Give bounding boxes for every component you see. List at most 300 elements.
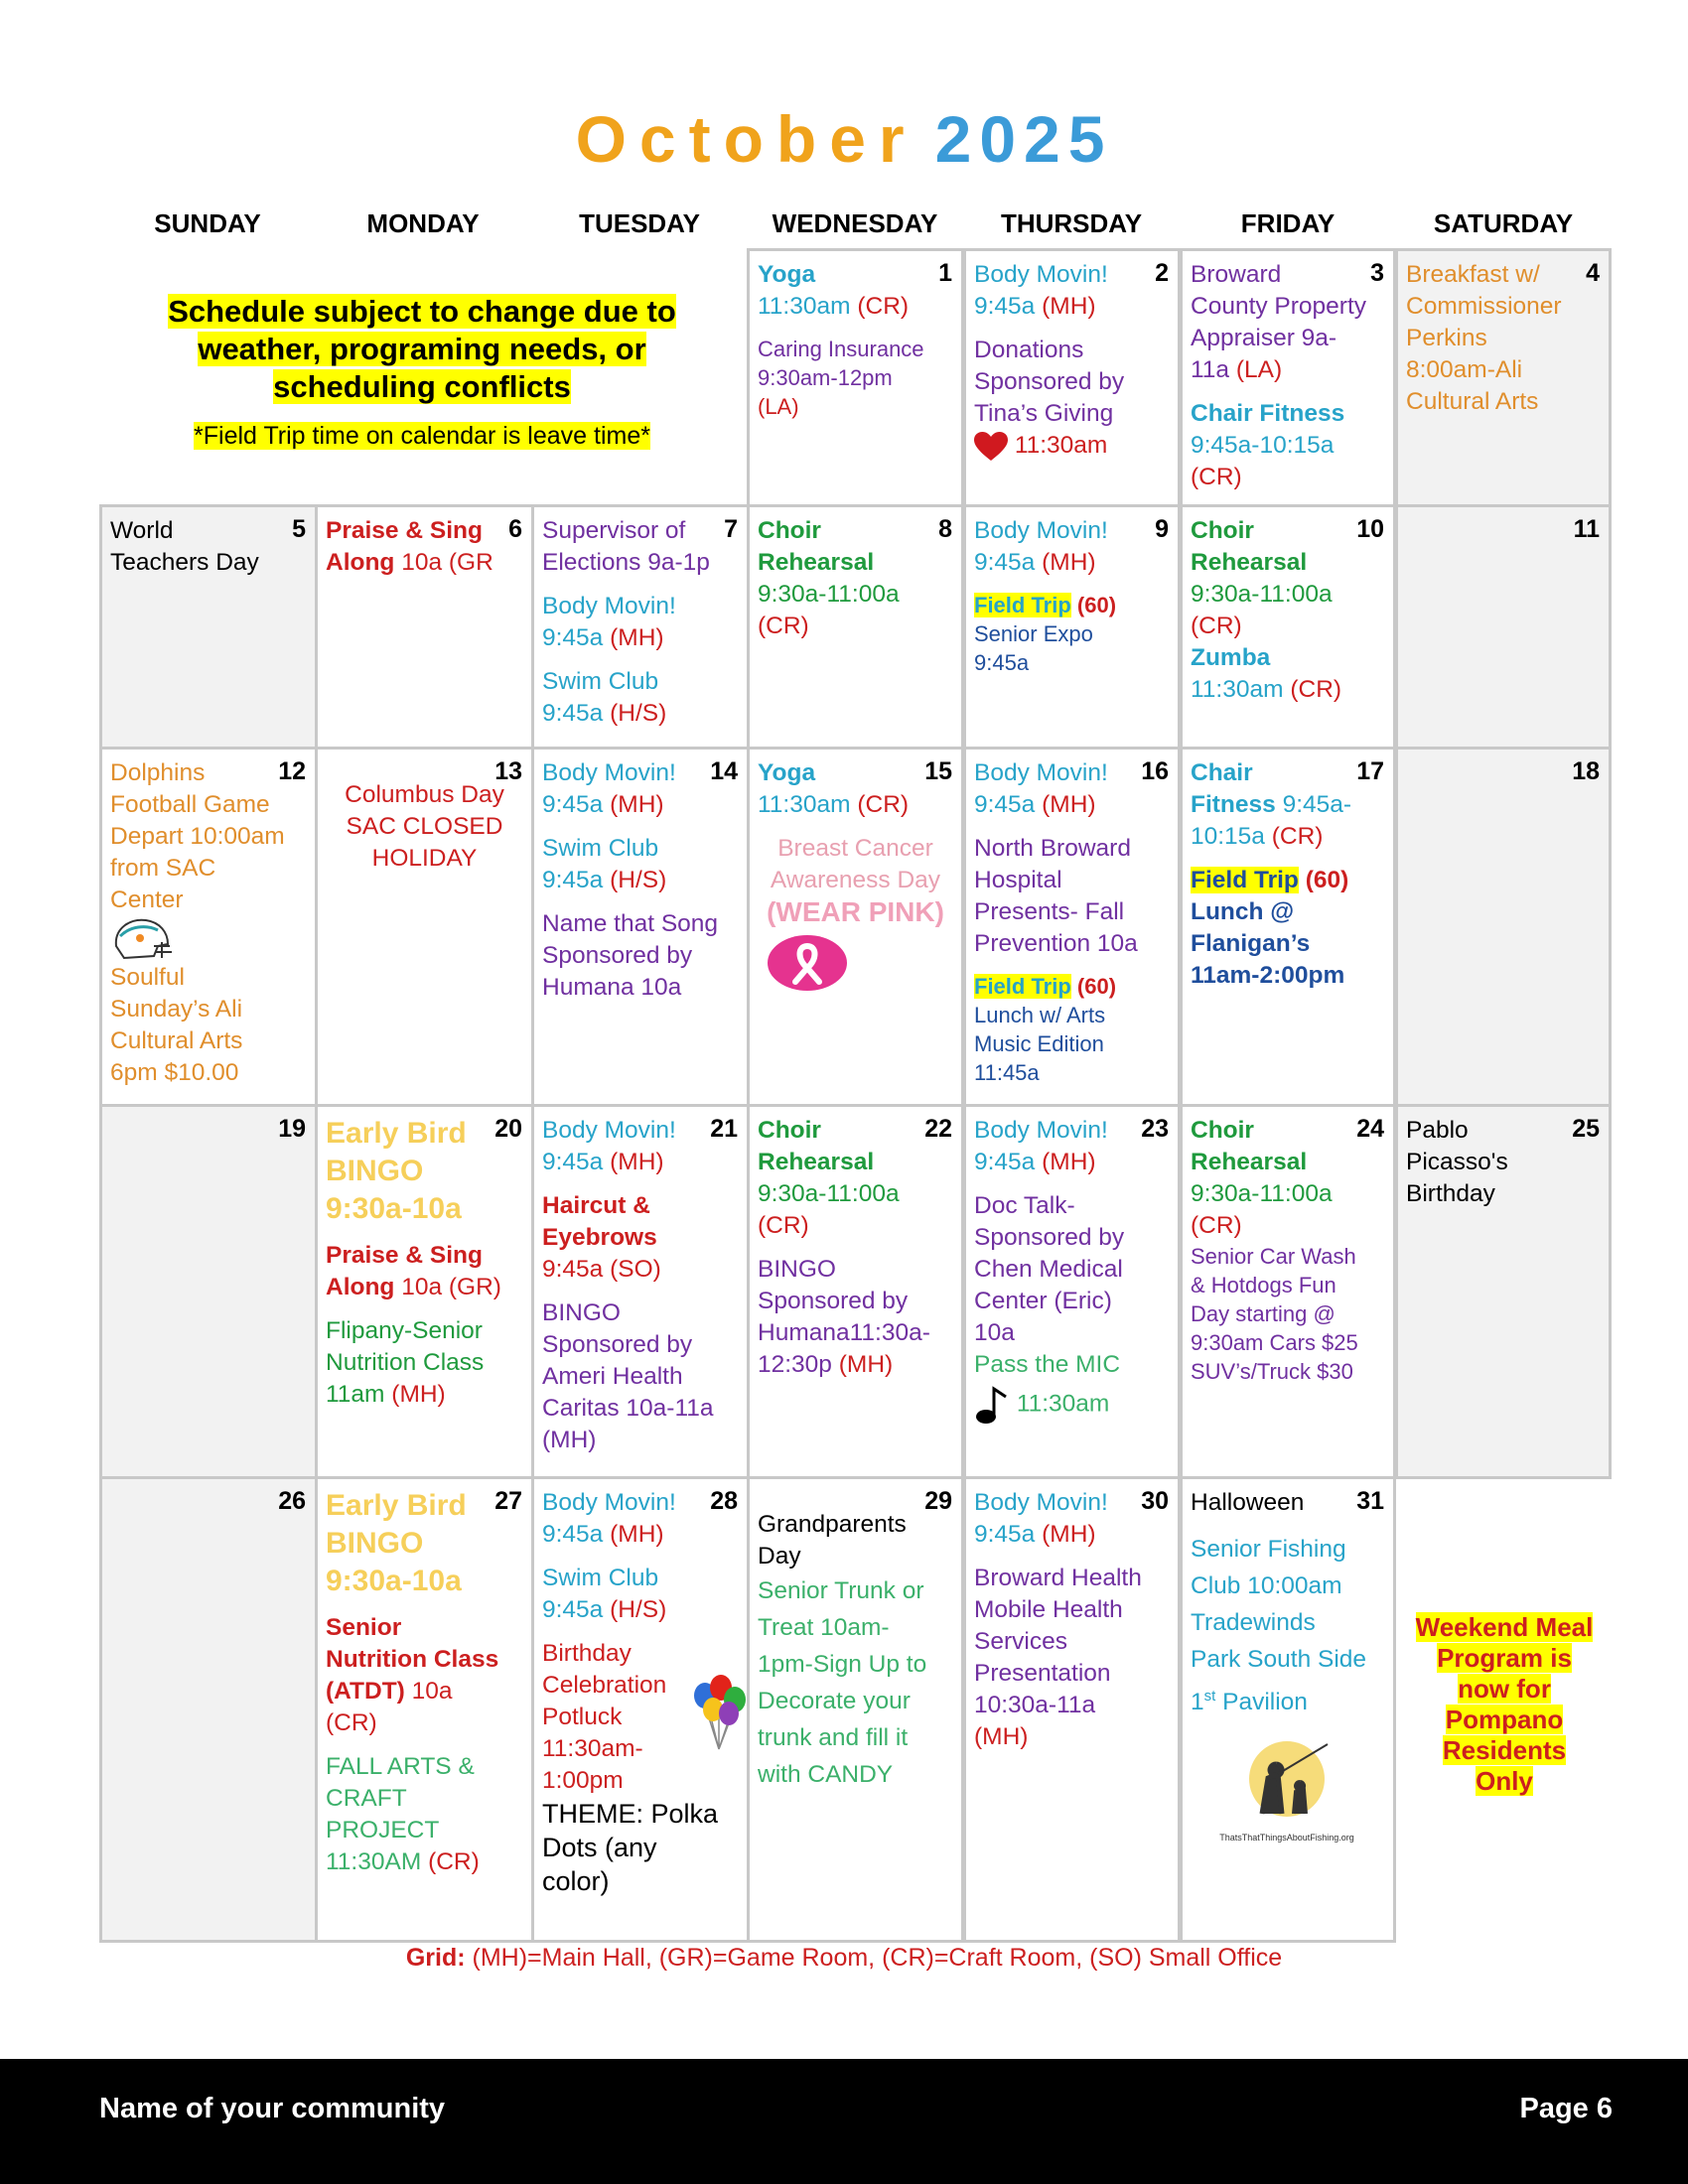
event-title: Breakfast w/ xyxy=(1406,261,1540,288)
room-legend xyxy=(0,1944,1688,1973)
event-room: (CR) xyxy=(428,1848,480,1875)
page-number: Page 6 xyxy=(1519,2093,1613,2124)
event-time: 11:30am xyxy=(1014,432,1108,459)
event-title: Senior Car Wash xyxy=(1191,1244,1356,1269)
field-trip-note: *Field Trip time on calendar is leave time* xyxy=(194,422,650,450)
event-detail: Sponsored by xyxy=(758,1288,909,1314)
event-title: Chair Fitness xyxy=(1191,400,1345,427)
event-title: Perkins xyxy=(1406,325,1487,351)
event-room: (CR) xyxy=(758,613,809,639)
event-room: (MH) xyxy=(610,1521,664,1548)
notice-line-2: weather, programing needs, or xyxy=(198,332,646,366)
day-cell-14[interactable] xyxy=(531,747,750,1107)
football-helmet-icon xyxy=(110,916,176,962)
event-title: Senior Expo xyxy=(974,621,1093,646)
event-title: Along xyxy=(326,1274,395,1300)
event-title: Grandparents xyxy=(758,1511,907,1538)
event-title: Columbus Day xyxy=(345,781,504,808)
event-title: Body Movin! xyxy=(974,261,1108,288)
event-room: (MH) xyxy=(1042,293,1096,320)
event-title: Pass the MIC xyxy=(974,1351,1121,1378)
day-cell-11[interactable] xyxy=(1395,504,1612,750)
event-title: Body Movin! xyxy=(974,1117,1108,1144)
day-cell-18[interactable] xyxy=(1395,747,1612,1107)
day-cell-8[interactable] xyxy=(747,504,964,750)
day-header-sunday: SUNDAY xyxy=(154,208,261,238)
event-title: Swim Club xyxy=(542,668,659,695)
day-cell-27[interactable] xyxy=(315,1476,534,1943)
event-title: Haircut & xyxy=(542,1192,650,1219)
day-cell-19[interactable] xyxy=(99,1104,318,1479)
event-time: 9:45a xyxy=(542,791,604,818)
day-number: 4 xyxy=(1586,259,1600,287)
event-room: (MH) xyxy=(391,1381,446,1408)
event-time: 10a (GR xyxy=(401,549,493,576)
event-title: Senior xyxy=(326,1614,402,1641)
day-number: 18 xyxy=(1572,757,1600,785)
event-title: County Property xyxy=(1191,293,1367,320)
ordinal-suffix: st xyxy=(1203,1688,1216,1705)
legend-text: (MH)=Main Hall, (GR)=Game Room, (CR)=Craft Room, (SO) Small Office xyxy=(472,1944,1283,1972)
event-capacity: (60) xyxy=(1305,867,1349,893)
event-title: Birthday xyxy=(1406,1180,1495,1207)
event-time: 9:45a- xyxy=(1282,791,1352,818)
event-title: Body Movin! xyxy=(974,517,1108,544)
event-time: 9:45a (SO) xyxy=(542,1256,661,1283)
event-title: Chair xyxy=(1191,759,1253,786)
event-title: Celebration xyxy=(542,1672,667,1699)
event-time: 6pm $10.00 xyxy=(110,1059,239,1086)
event-time: 11am-2:00pm xyxy=(1191,962,1345,989)
event-time: Club 10:00am xyxy=(1191,1572,1342,1599)
day-cell-16[interactable] xyxy=(963,747,1181,1107)
event-title: BINGO xyxy=(326,1527,424,1560)
day-cell-12[interactable] xyxy=(99,747,318,1107)
day-cell-5[interactable] xyxy=(99,504,318,750)
event-detail: trunk and fill it xyxy=(758,1724,909,1751)
event-room: (MH) xyxy=(610,791,664,818)
day-cell-2[interactable] xyxy=(963,248,1181,507)
event-time: 9:30a-11:00a xyxy=(1191,1180,1333,1207)
event-title: (ATDT) xyxy=(326,1678,405,1705)
event-title: Halloween xyxy=(1191,1489,1305,1516)
event-title: Services xyxy=(974,1628,1067,1655)
event-title: Choir xyxy=(758,1117,821,1144)
event-room: (MH) xyxy=(1042,549,1096,576)
event-title: FALL ARTS & xyxy=(326,1753,475,1780)
fishing-logo-text: ThatsThatThingsAboutFishing.org xyxy=(1219,1833,1354,1843)
weekend-line: Program is xyxy=(1437,1643,1572,1673)
event-title: Senior Fishing xyxy=(1191,1536,1346,1563)
event-title: Body Movin! xyxy=(974,1489,1108,1516)
day-cell-15[interactable] xyxy=(747,747,964,1107)
event-time: 10:15a xyxy=(1191,823,1265,850)
event-time: 9:30a-11:00a xyxy=(758,581,900,608)
event-location: Cultural Arts xyxy=(110,1027,243,1054)
event-time: 9:45a-10:15a xyxy=(1191,432,1335,459)
event-time: 8:00am-Ali xyxy=(1406,356,1523,383)
weekend-line: Weekend Meal xyxy=(1415,1612,1594,1642)
pink-ribbon-icon xyxy=(766,934,849,992)
event-title: Eyebrows xyxy=(542,1224,657,1251)
day-header-thursday: THURSDAY xyxy=(1000,208,1143,238)
day-cell-25[interactable] xyxy=(1395,1104,1612,1479)
event-title: Lunch w/ Arts xyxy=(974,1003,1106,1027)
day-number: 5 xyxy=(292,515,306,543)
event-detail: Center (Eric) xyxy=(974,1288,1112,1314)
day-number: 1 xyxy=(938,259,952,287)
event-time: 12:30p xyxy=(758,1351,832,1378)
event-location: Center xyxy=(110,887,184,913)
day-header-wednesday: WEDNESDAY xyxy=(772,208,938,238)
event-title: Presentation xyxy=(974,1660,1111,1687)
day-number: 8 xyxy=(938,515,952,543)
event-detail: with CANDY xyxy=(758,1761,894,1788)
day-number: 11 xyxy=(1573,515,1600,543)
event-title: CRAFT xyxy=(326,1785,407,1812)
day-number: 28 xyxy=(710,1487,738,1515)
day-header-saturday: SATURDAY xyxy=(1433,208,1574,238)
event-title: Along xyxy=(326,549,395,576)
event-time: 9:45a xyxy=(974,650,1030,675)
event-time: Treat 10am- xyxy=(758,1614,890,1641)
event-detail: Tina’s Giving xyxy=(974,400,1114,427)
day-cell-26[interactable] xyxy=(99,1476,318,1943)
event-time: Humana11:30a- xyxy=(758,1319,930,1346)
event-room: (MH) xyxy=(838,1351,894,1378)
day-cell-29[interactable] xyxy=(747,1476,964,1943)
event-title: Choir xyxy=(1191,517,1254,544)
event-time: 9:45a xyxy=(974,1521,1036,1548)
event-title: Lunch @ xyxy=(1191,898,1295,925)
weekend-meal-notice xyxy=(1400,1612,1609,1797)
event-time: 10:30a-11a xyxy=(974,1692,1096,1718)
event-detail: (WEAR PINK) xyxy=(767,896,944,927)
event-title: Yoga xyxy=(758,261,816,288)
event-title: Supervisor of xyxy=(542,517,686,544)
event-title: Flipany-Senior xyxy=(326,1317,483,1344)
event-time: 11a xyxy=(1191,356,1230,383)
day-cell-22[interactable] xyxy=(747,1104,964,1479)
event-room: (CR) xyxy=(857,791,910,818)
event-title: Music Edition xyxy=(974,1031,1104,1056)
event-detail: SUV’s/Truck $30 xyxy=(1191,1359,1353,1384)
day-cell-21[interactable] xyxy=(531,1104,750,1479)
event-title: Presents- Fall xyxy=(974,898,1125,925)
event-time: 9:45a xyxy=(974,791,1036,818)
event-title: PROJECT xyxy=(326,1817,440,1843)
day-number: 25 xyxy=(1572,1115,1600,1143)
event-room: (MH) xyxy=(610,1149,664,1175)
event-room: (MH) xyxy=(1042,1149,1096,1175)
event-room: (CR) xyxy=(758,1212,809,1239)
event-location: Pavilion xyxy=(1222,1689,1308,1716)
event-title: Choir xyxy=(758,517,821,544)
event-title: Donations xyxy=(974,337,1084,363)
event-title: BINGO xyxy=(758,1256,836,1283)
event-room: (MH) xyxy=(1042,1521,1096,1548)
day-number: 20 xyxy=(494,1115,522,1143)
event-title: Potluck xyxy=(542,1704,623,1730)
day-number: 9 xyxy=(1155,515,1169,543)
day-cell-24[interactable] xyxy=(1180,1104,1396,1479)
field-trip-badge: Field Trip xyxy=(974,593,1071,617)
event-title: Body Movin! xyxy=(542,1489,676,1516)
event-location: Flanigan’s xyxy=(1191,930,1311,957)
day-number: 12 xyxy=(278,757,306,785)
event-title: Body Movin! xyxy=(542,759,676,786)
event-title: Fitness xyxy=(1191,791,1276,818)
event-time: 11:30AM xyxy=(326,1848,422,1875)
event-time: 9:30a-10a xyxy=(326,1565,462,1597)
weekend-line: Residents xyxy=(1442,1735,1567,1765)
event-room: (CR) xyxy=(1271,823,1324,850)
event-title: World xyxy=(110,517,174,544)
event-time: 11:45a xyxy=(974,1060,1040,1085)
day-cell-4[interactable] xyxy=(1395,248,1612,507)
day-cell-31[interactable] xyxy=(1180,1476,1396,1943)
day-number: 13 xyxy=(494,757,522,785)
event-detail: Humana 10a xyxy=(542,974,682,1001)
event-time: Elections 9a-1p xyxy=(542,549,710,576)
day-cell-9[interactable] xyxy=(963,504,1181,750)
event-time: 11:30am xyxy=(758,791,851,818)
event-title: SAC CLOSED xyxy=(346,813,503,840)
event-time: 11:30am xyxy=(758,293,851,320)
page-title xyxy=(0,99,1688,179)
music-note-icon xyxy=(974,1385,1010,1425)
event-title: Body Movin! xyxy=(974,759,1108,786)
event-time: 9:30a-11:00a xyxy=(1191,581,1333,608)
event-title: Rehearsal xyxy=(758,549,875,576)
fishing-logo xyxy=(1202,1734,1371,1843)
event-title: Breast Cancer xyxy=(777,835,933,862)
event-detail: color) xyxy=(542,1866,610,1896)
event-location: from SAC xyxy=(110,855,216,882)
day-cell-20[interactable] xyxy=(315,1104,534,1479)
event-title: Choir xyxy=(1191,1117,1254,1144)
event-title: Rehearsal xyxy=(1191,549,1308,576)
month-title: October xyxy=(575,102,917,176)
event-title: Swim Club xyxy=(542,1565,659,1591)
event-time: 10a xyxy=(411,1678,453,1705)
event-location: Cultural Arts xyxy=(1406,388,1539,415)
event-room: (CR) xyxy=(1191,613,1242,639)
event-title: Nutrition Class xyxy=(326,1646,499,1673)
event-detail: THEME: Polka xyxy=(542,1799,719,1829)
event-detail: Sponsored by xyxy=(542,1331,693,1358)
event-title: & Hotdogs Fun xyxy=(1191,1273,1336,1297)
event-time: 9:30a-11:00a xyxy=(758,1180,900,1207)
event-room: (H/S) xyxy=(610,1596,667,1623)
event-time: 9:45a xyxy=(542,1596,604,1623)
event-detail: Sponsored by xyxy=(542,942,693,969)
event-title: BINGO xyxy=(542,1299,621,1326)
event-room: (LA) xyxy=(1235,356,1283,383)
year-title: 2025 xyxy=(934,102,1113,176)
event-time: Depart 10:00am xyxy=(110,823,285,850)
day-cell-23[interactable] xyxy=(963,1104,1181,1479)
event-room: (H/S) xyxy=(610,867,667,893)
community-name: Name of your community xyxy=(99,2093,446,2124)
event-title: Body Movin! xyxy=(542,593,676,619)
event-title: Swim Club xyxy=(542,835,659,862)
event-title: Commissioner xyxy=(1406,293,1562,320)
day-cell-30[interactable] xyxy=(963,1476,1181,1943)
event-title: North Broward xyxy=(974,835,1131,862)
day-cell-6[interactable] xyxy=(315,504,534,750)
field-trip-badge: Field Trip xyxy=(974,974,1071,999)
event-title: Day xyxy=(758,1543,801,1570)
event-title: Zumba xyxy=(1191,644,1271,671)
event-title: Awareness Day xyxy=(770,867,941,893)
event-time: 9:45a xyxy=(974,1149,1036,1175)
day-cell-1[interactable] xyxy=(747,248,964,507)
event-time: 10a xyxy=(974,1319,1015,1346)
event-location: 1 xyxy=(1191,1689,1204,1716)
event-time: 9:45a xyxy=(542,867,604,893)
event-title: Yoga xyxy=(758,759,816,786)
event-time: 11:30am- xyxy=(542,1735,643,1762)
day-number: 7 xyxy=(724,515,738,543)
event-time: 9:30am-12pm xyxy=(758,365,893,390)
day-number: 3 xyxy=(1370,259,1384,287)
event-title: Broward Health xyxy=(974,1565,1142,1591)
event-detail: Sponsored by xyxy=(974,1224,1125,1251)
event-title: Caring Insurance xyxy=(758,337,924,361)
day-cell-28[interactable] xyxy=(531,1476,750,1943)
day-cell-13[interactable] xyxy=(315,747,534,1107)
balloons-icon xyxy=(691,1672,749,1751)
event-time: 9:45a xyxy=(542,1521,604,1548)
event-title: Hospital xyxy=(974,867,1062,893)
event-time: 9:45a xyxy=(974,293,1036,320)
day-header-friday: FRIDAY xyxy=(1240,208,1336,238)
event-room: (CR) xyxy=(1191,464,1242,490)
event-location: Park South Side xyxy=(1191,1646,1367,1673)
event-capacity: (60) xyxy=(1076,974,1117,999)
event-title: Nutrition Class xyxy=(326,1349,485,1376)
event-title: Early Bird xyxy=(326,1117,467,1150)
day-number: 31 xyxy=(1356,1487,1384,1515)
event-title: Praise & Sing xyxy=(326,1242,483,1269)
day-number: 21 xyxy=(710,1115,738,1143)
event-title: Teachers Day xyxy=(110,549,259,576)
day-number: 30 xyxy=(1141,1487,1169,1515)
event-title: Early Bird xyxy=(326,1489,467,1522)
day-number: 6 xyxy=(508,515,522,543)
event-title: Rehearsal xyxy=(758,1149,875,1175)
event-time: 1:00pm xyxy=(542,1767,624,1794)
event-title: BINGO xyxy=(326,1155,424,1187)
event-time: 9:45a xyxy=(542,624,604,651)
event-title: Appraiser 9a- xyxy=(1191,325,1337,351)
event-detail: 9:30am Cars $25 xyxy=(1191,1330,1358,1355)
footer-bar xyxy=(0,2059,1688,2184)
event-title: Mobile Health xyxy=(974,1596,1123,1623)
day-header-tuesday: TUESDAY xyxy=(579,208,700,238)
event-time: 9:45a xyxy=(542,700,604,727)
day-number: 14 xyxy=(710,757,738,785)
day-number: 19 xyxy=(278,1115,306,1143)
event-time: 11:30am xyxy=(1191,676,1284,703)
event-title: Birthday xyxy=(542,1640,632,1667)
event-detail: Day starting @ xyxy=(1191,1301,1336,1326)
event-time: 11am xyxy=(326,1381,385,1408)
day-number: 26 xyxy=(278,1487,306,1515)
schedule-notice xyxy=(99,293,745,452)
legend-label: Grid: xyxy=(405,1944,466,1972)
event-time: 9:45a xyxy=(542,1149,604,1175)
weekend-line: now for xyxy=(1458,1674,1551,1704)
notice-line-3: scheduling conflicts xyxy=(273,369,571,404)
event-room: (MH) xyxy=(610,624,664,651)
event-title: Praise & Sing xyxy=(326,517,483,544)
event-room: (MH) xyxy=(1042,791,1096,818)
event-detail: Decorate your xyxy=(758,1688,911,1714)
event-detail: Chen Medical xyxy=(974,1256,1123,1283)
event-room: (CR) xyxy=(857,293,910,320)
event-title: Senior Trunk or xyxy=(758,1577,924,1604)
event-title: HOLIDAY xyxy=(371,845,478,872)
event-time: 10a (GR) xyxy=(401,1274,501,1300)
fishing-logo-icon xyxy=(1232,1734,1341,1824)
event-title: Soulful xyxy=(110,964,185,991)
day-cell-10[interactable] xyxy=(1180,504,1396,750)
day-number: 29 xyxy=(924,1487,952,1515)
event-room: (H/S) xyxy=(610,700,667,727)
weekend-line: Pompano xyxy=(1445,1705,1564,1734)
notice-line-1: Schedule subject to change due to xyxy=(168,294,676,329)
event-time: 9:45a xyxy=(974,549,1036,576)
day-number: 2 xyxy=(1155,259,1169,287)
day-cell-17[interactable] xyxy=(1180,747,1396,1107)
day-number: 22 xyxy=(924,1115,952,1143)
day-number: 27 xyxy=(494,1487,522,1515)
day-number: 23 xyxy=(1141,1115,1169,1143)
event-title: Body Movin! xyxy=(542,1117,676,1144)
event-detail: Dots (any xyxy=(542,1833,657,1862)
event-capacity: (60) xyxy=(1076,593,1117,617)
event-title: Broward xyxy=(1191,261,1282,288)
event-room: (CR) xyxy=(1191,1212,1242,1239)
day-cell-7[interactable] xyxy=(531,504,750,750)
event-title: Rehearsal xyxy=(1191,1149,1308,1175)
day-number: 24 xyxy=(1356,1115,1384,1143)
heart-icon xyxy=(974,432,1008,462)
event-title: Name that Song xyxy=(542,910,719,937)
event-room: (CR) xyxy=(326,1709,377,1736)
event-time: Prevention 10a xyxy=(974,930,1138,957)
event-time: 11:30am xyxy=(1016,1390,1110,1418)
event-location: Tradewinds xyxy=(1191,1609,1316,1636)
field-trip-badge: Field Trip xyxy=(1191,867,1299,893)
day-cell-3[interactable] xyxy=(1180,248,1396,507)
event-detail: Ameri Health xyxy=(542,1363,683,1390)
event-detail: 1pm-Sign Up to xyxy=(758,1651,927,1678)
event-room: (MH) xyxy=(542,1427,597,1453)
weekend-line: Only xyxy=(1476,1766,1533,1796)
day-number: 16 xyxy=(1141,757,1169,785)
event-title: Picasso's xyxy=(1406,1149,1508,1175)
event-room: (LA) xyxy=(758,394,799,419)
event-title: Pablo xyxy=(1406,1117,1469,1144)
event-title: Sunday’s Ali xyxy=(110,996,243,1023)
event-title: Dolphins xyxy=(110,759,206,786)
event-title: Doc Talk- xyxy=(974,1192,1075,1219)
day-number: 15 xyxy=(924,757,952,785)
event-title: Football Game xyxy=(110,791,270,818)
